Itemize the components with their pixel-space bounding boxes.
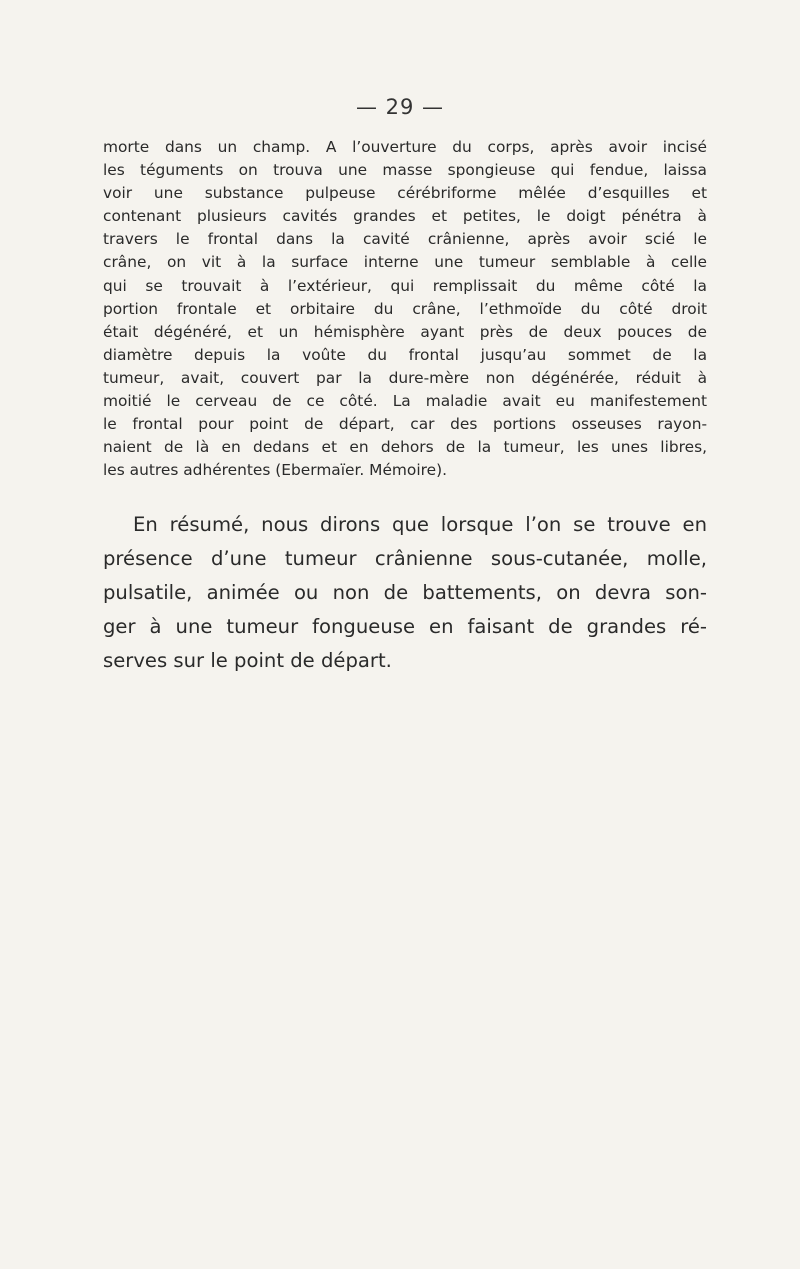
text-line: diamètre depuis la voûte du frontal jusqu’au sommet de la (103, 345, 707, 364)
text-line: morte dans un champ. A l’ouverture du corps, après avoir incisé (103, 138, 707, 156)
text-line: qui se trouvait à l’extérieur, qui remplissait du même côté la (103, 276, 707, 295)
text-line: le frontal pour point de départ, car des portions osseuses rayon- (103, 415, 707, 434)
text-line: portion frontale et orbitaire du crâne, l’ethmoïde du côté droit (103, 299, 707, 318)
text-line: tumeur, avait, couvert par la dure-mère non dégénérée, réduit à (103, 368, 707, 387)
text-line: était dégénéré, et un hémisphère ayant près de deux pouces de (103, 322, 707, 341)
text-line: En résumé, nous dirons que lorsque l’on se trouve en (133, 513, 707, 536)
text-line: crâne, on vit à la surface interne une tumeur semblable à celle (103, 253, 707, 272)
text-line: naient de là en dedans et en dehors de la tumeur, les unes libres, (103, 438, 707, 457)
text-line: moitié le cerveau de ce côté. La maladie avait eu manifestement (103, 392, 707, 411)
paragraph-summary (103, 508, 707, 678)
text-line: ger à une tumeur fongueuse en faisant de grandes ré- (103, 615, 707, 638)
text-line: présence d’une tumeur crânienne sous-cutanée, molle, (103, 547, 707, 570)
text-line: contenant plusieurs cavités grandes et petites, le doigt pénétra à (103, 207, 707, 226)
text-line: travers le frontal dans la cavité crânienne, après avoir scié le (103, 230, 707, 249)
text-line: pulsatile, animée ou non de battements, on devra son- (103, 581, 707, 604)
page-number: — 29 — (355, 95, 445, 119)
text-line: les autres adhérentes (Ebermaïer. Mémoire). (103, 461, 447, 480)
text-line: serves sur le point de départ. (103, 649, 392, 672)
text-line: voir une substance pulpeuse cérébriforme mêlée d’esquilles et (103, 184, 707, 203)
paragraph-case-report (103, 136, 707, 482)
text-line: les téguments on trouva une masse spongieuse qui fendue, laissa (103, 161, 707, 180)
